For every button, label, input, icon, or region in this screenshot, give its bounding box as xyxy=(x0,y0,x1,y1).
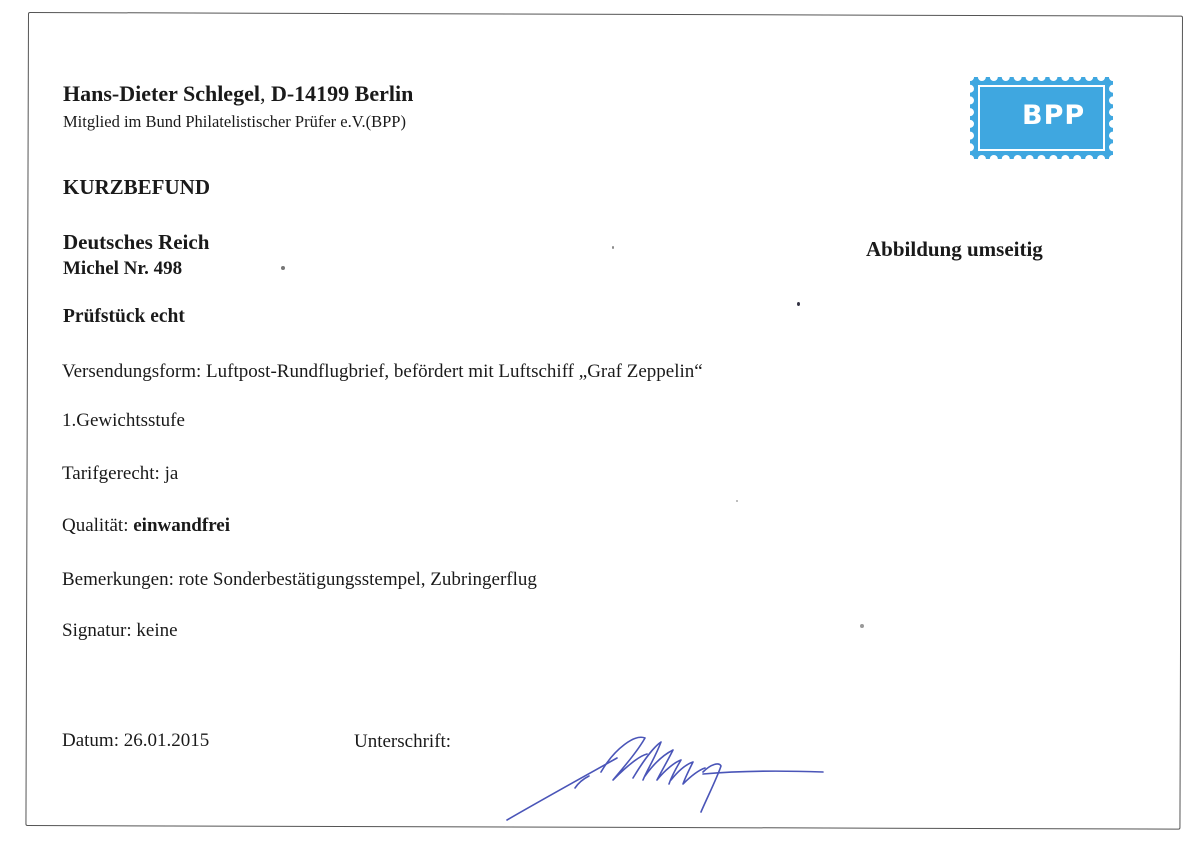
scan-speck xyxy=(281,266,285,270)
quality-label: Qualität: xyxy=(62,515,134,536)
signature-label: Unterschrift: xyxy=(354,731,452,752)
image-note: Abbildung umseitig xyxy=(866,237,1043,261)
handwritten-signature xyxy=(505,728,835,824)
scan-speck xyxy=(612,246,614,249)
tariff-correct: Tarifgerecht: ja xyxy=(62,463,179,484)
document-type: KURZBEFUND xyxy=(63,175,211,199)
scan-speck xyxy=(736,500,738,502)
issuer-membership: Mitglied im Bund Philatelistischer Prüfer e.V.(BPP) xyxy=(63,112,406,131)
quality-value: einwandfrei xyxy=(133,515,230,536)
stamp-catalog-number: Michel Nr. 498 xyxy=(63,258,183,279)
remarks: Bemerkungen: rote Sonderbestätigungsstempel, Zubringerflug xyxy=(62,569,537,590)
verdict: Prüfstück echt xyxy=(63,306,185,327)
weight-class: 1.Gewichtsstufe xyxy=(62,410,185,431)
bpp-logo-text: BPP xyxy=(1022,100,1086,131)
scan-speck xyxy=(797,302,800,306)
issuer-name: Hans-Dieter Schlegel xyxy=(63,81,260,106)
signature-mark: Signatur: keine xyxy=(62,620,178,641)
issuer-line xyxy=(63,81,413,107)
date: Datum: 26.01.2015 xyxy=(62,730,210,751)
shipping-form: Versendungsform: Luftpost-Rundflugbrief, befördert mit Luftschiff „Graf Zeppelin“ xyxy=(62,361,703,382)
scan-speck xyxy=(860,624,864,628)
issuer-location: D-14199 Berlin xyxy=(270,81,414,106)
quality-line xyxy=(62,515,230,537)
issuer-separator: , xyxy=(259,81,266,106)
stamp-country: Deutsches Reich xyxy=(63,230,210,254)
